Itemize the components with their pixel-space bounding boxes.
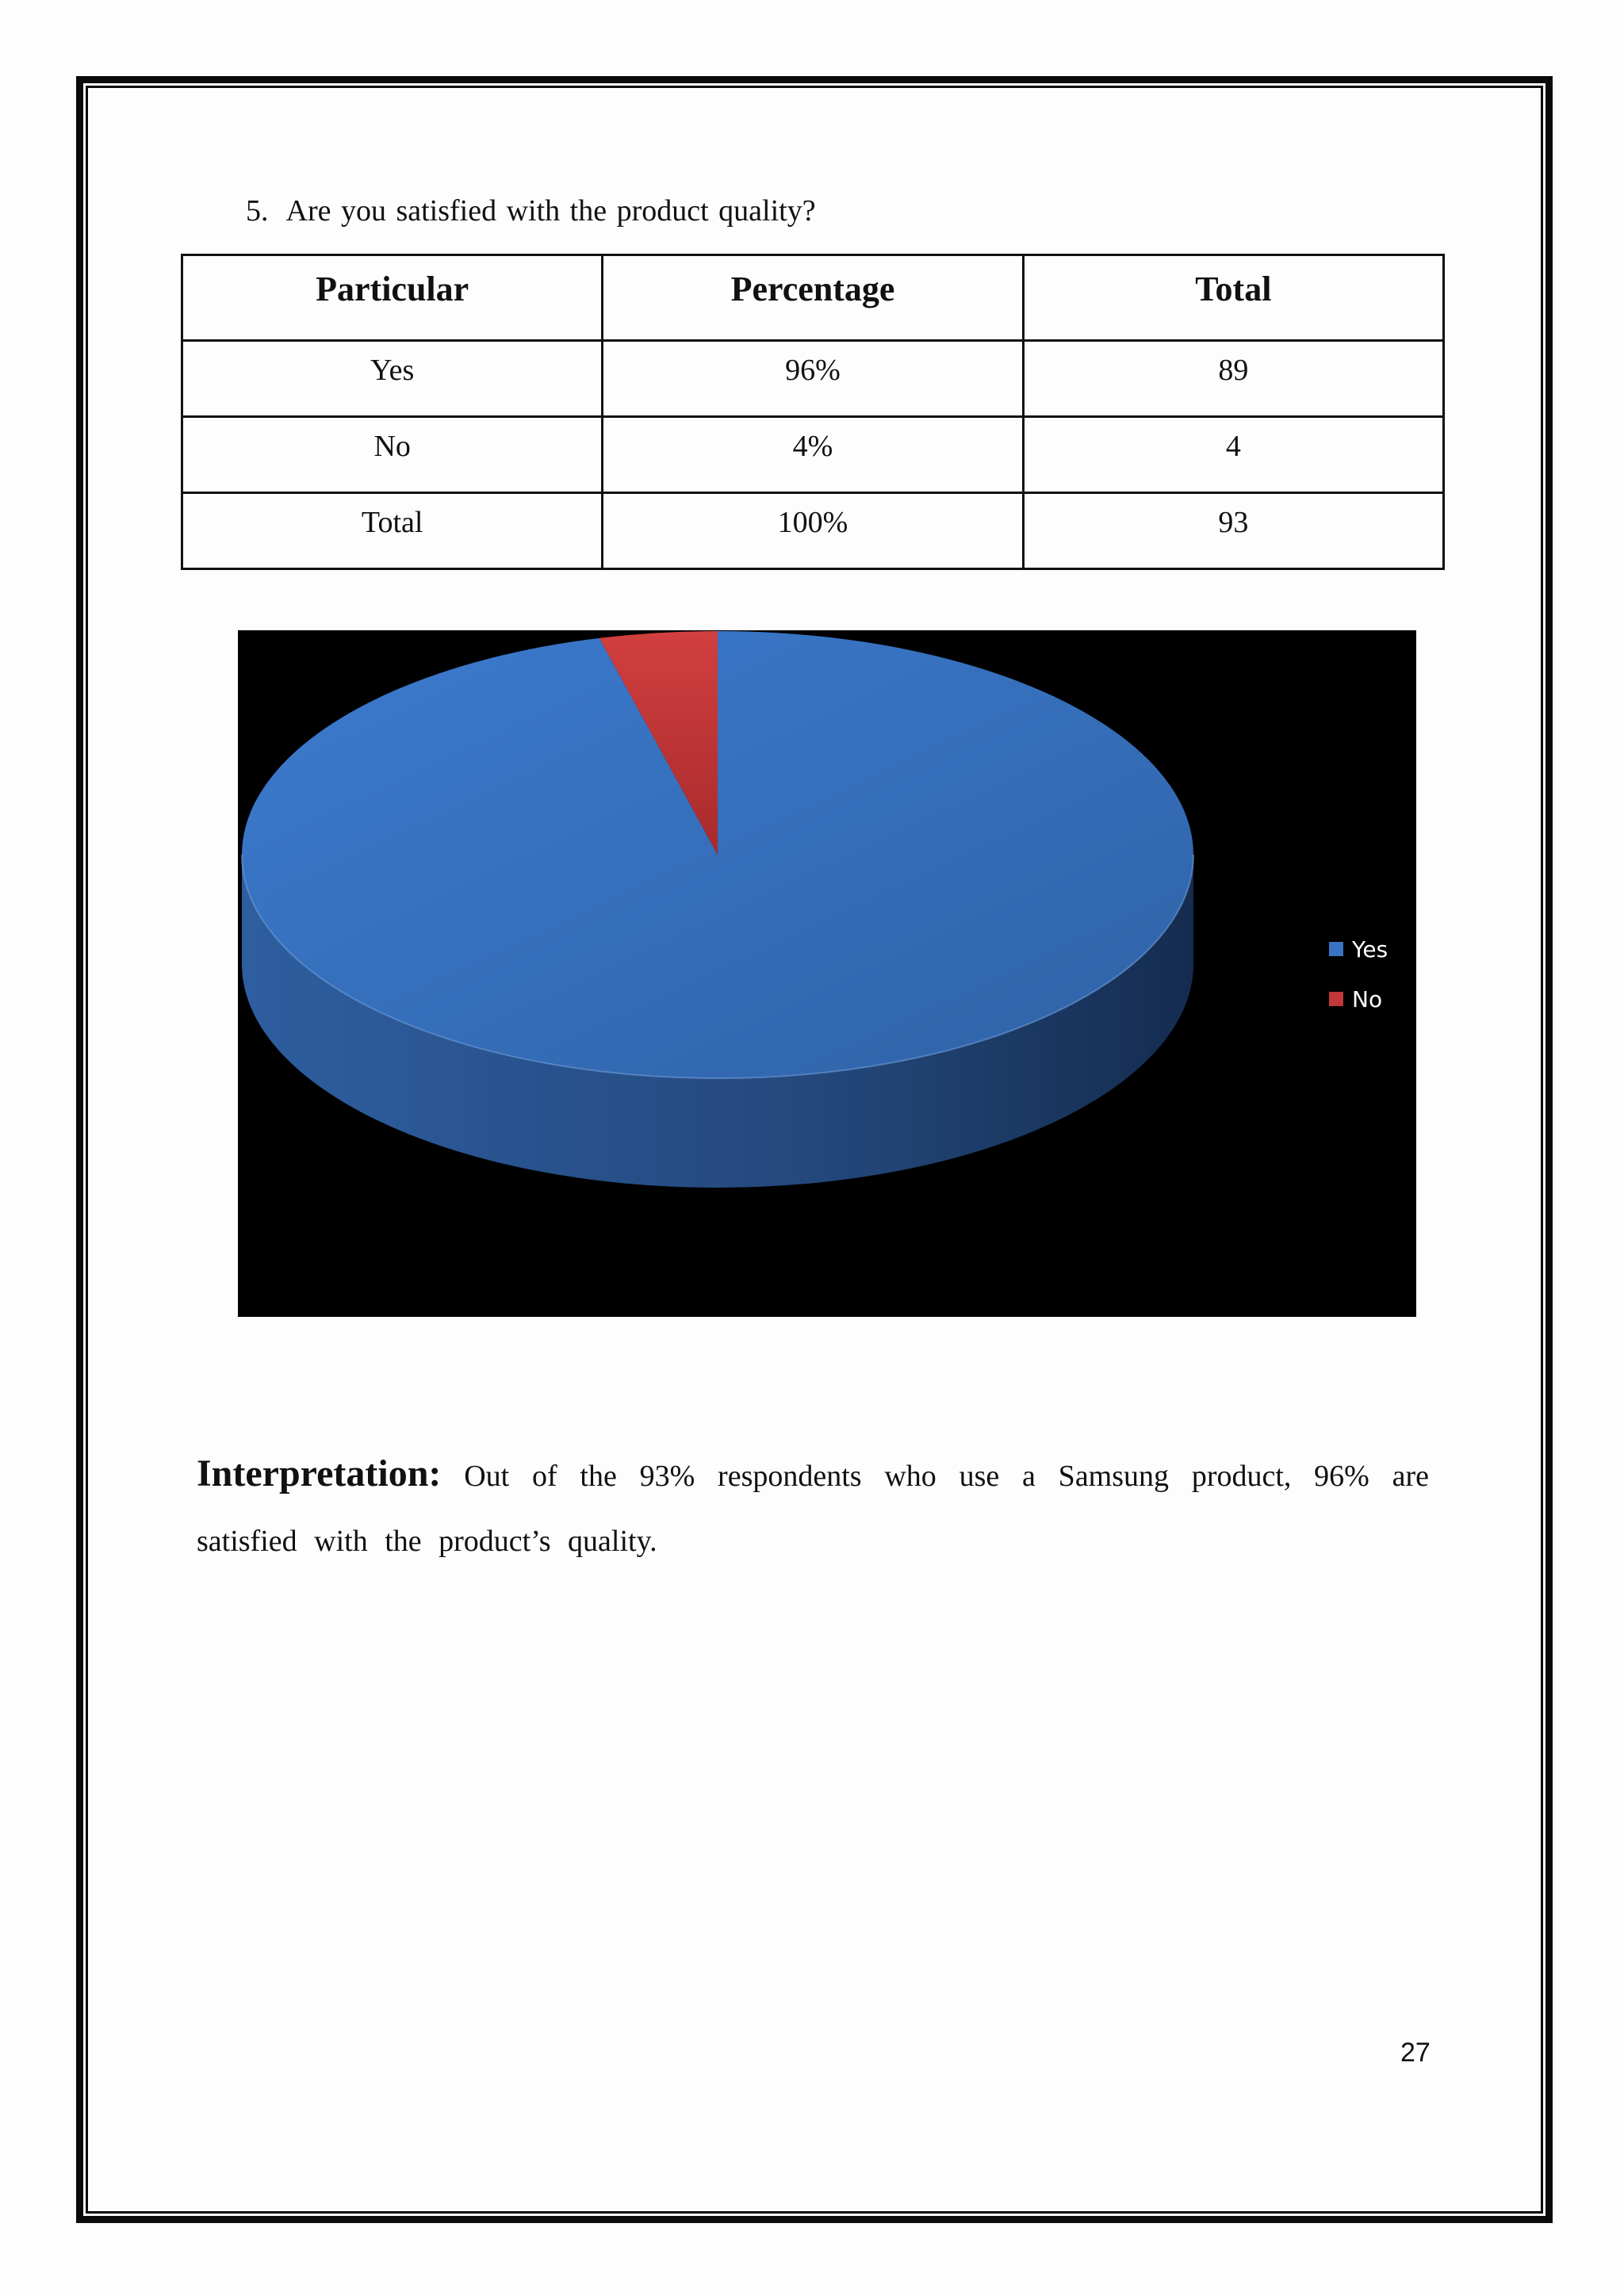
question-number: 5.	[246, 194, 269, 228]
page-number: 27	[1400, 2038, 1431, 2068]
table-cell: 4	[1023, 417, 1443, 493]
legend-label-no: No	[1352, 986, 1383, 1012]
table-header-row	[182, 255, 1444, 341]
table-cell: No	[182, 417, 603, 493]
pie-chart	[238, 630, 1416, 1317]
table-cell: Yes	[182, 341, 603, 417]
column-header-percentage: Percentage	[603, 255, 1023, 341]
column-header-total: Total	[1023, 255, 1443, 341]
pie-chart-canvas	[238, 630, 1416, 1317]
table-row	[182, 417, 1444, 493]
interpretation-text: Out of the 93% respondents who use a Samsung product, 96% are satisfied with the product’s quality.	[197, 1460, 1430, 1558]
table-row	[182, 493, 1444, 569]
interpretation-label: Interpretation:	[197, 1452, 442, 1494]
chart-legend	[1329, 936, 1388, 1012]
interpretation-paragraph	[197, 1441, 1429, 1574]
column-header-particular: Particular	[182, 255, 603, 341]
question	[246, 193, 816, 228]
response-table	[181, 254, 1445, 570]
table-cell: 89	[1023, 341, 1443, 417]
legend-label-yes: Yes	[1352, 936, 1388, 962]
table-cell: Total	[182, 493, 603, 569]
table-cell: 96%	[603, 341, 1023, 417]
table-cell: 100%	[603, 493, 1023, 569]
table-cell: 93	[1023, 493, 1443, 569]
table-cell: 4%	[603, 417, 1023, 493]
legend-swatch-yes	[1329, 942, 1343, 956]
question-text: Are you satisfied with the product quality?	[285, 194, 816, 228]
legend-swatch-no	[1329, 992, 1343, 1006]
table-row	[182, 341, 1444, 417]
